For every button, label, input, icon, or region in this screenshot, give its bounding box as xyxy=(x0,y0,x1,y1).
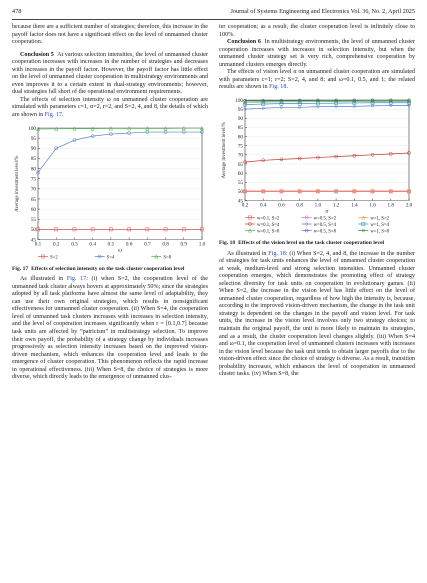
y-tick-label: 100 xyxy=(28,125,36,132)
series-line xyxy=(38,128,202,129)
right-p3-end: . xyxy=(286,84,288,91)
series-s-4 xyxy=(36,130,203,174)
x-tick-label: 1.0 xyxy=(198,241,206,248)
left-p4-text: : (i) when S=2, the cooperation level of the unmanned task cluster always hovers at approximately 50%; since the strategies adopted by all task platforms have almost the same level of adaptability, they can use their own original strategies, which results in nonsignificant effectiveness for unmanned cluster cooperation. (ii) When S=4, the cooperation level of unmanned task clusters increases with increases in selection intensity, and the level of cooperation increases significantly when r = [0.1,0.7] because task units are affected by “patricism” in multistrategy selection. To improve their own payoff, the probability of a strategy change by individuals increases progressively as selection intensity increases based on the improved vision-driven mechanism, which enhances the cooperation level and leads to the emergence of cluster cooperation. This phenomenon reflects the rapid increase in operational effectiveness. (iii) When S=8, the choice of strategies is more diverse, which directly leads to the emergence of unmanned clus- xyxy=(12,276,208,381)
right-paragraph-4 xyxy=(219,251,415,379)
y-tick-label: 55 xyxy=(237,179,243,186)
x-tick-label: 1.0 xyxy=(314,202,322,209)
right-p4-pre: As illustrated in xyxy=(227,250,267,257)
x-tick-label: 1.8 xyxy=(387,202,395,209)
x-tick-label: 0.7 xyxy=(144,241,151,248)
y-tick-label: 90 xyxy=(237,115,243,122)
y-tick-label: 45 xyxy=(30,236,36,243)
y-tick-label: 65 xyxy=(30,196,36,203)
plot-frame xyxy=(245,100,409,201)
conclusion-6-paragraph xyxy=(219,39,415,69)
y-tick-label: 95 xyxy=(237,106,243,113)
y-tick-label: 80 xyxy=(237,134,243,141)
legend xyxy=(38,254,172,259)
right-paragraph-1: ter cooperation; as a result, the cluster cooperation level is infinitely close to 100%. xyxy=(219,24,415,38)
series-s-2 xyxy=(36,227,203,230)
y-tick-label: 60 xyxy=(237,170,243,177)
fig17-caption xyxy=(12,266,208,273)
fig18-chart xyxy=(219,96,415,238)
x-tick-label: 1.4 xyxy=(351,202,358,209)
left-paragraph-4 xyxy=(12,276,208,382)
y-tick-label: 60 xyxy=(30,206,36,213)
legend-label: w=1, S=4 xyxy=(370,222,390,228)
fig18-caption xyxy=(219,240,415,247)
conclusion-5-paragraph xyxy=(12,52,208,97)
x-tick-label: 0.2 xyxy=(241,202,249,209)
legend-label: w=1, S=8 xyxy=(370,229,390,235)
fig17-caption-text: Effects of selection intensity on the task cluster cooperation level xyxy=(31,265,185,272)
x-tick-label: 0.8 xyxy=(296,202,303,209)
y-tick-label: 50 xyxy=(30,226,36,233)
x-tick-label: 0.6 xyxy=(278,202,285,209)
conclusion-6-heading: Conclusion 6 xyxy=(227,39,261,46)
left-paragraph-1: because there are a sufficient number of strategies; therefore, this increase in the payoff factor does not have a significant effect on the level of unmanned cluster cooperation. xyxy=(12,24,208,46)
x-tick-label: 0.5 xyxy=(107,241,115,248)
fig17-caption-number: Fig. 17 xyxy=(12,265,29,272)
series-line xyxy=(245,153,409,162)
left-p3-end: . xyxy=(61,112,64,119)
right-paragraph-3 xyxy=(219,69,415,92)
legend xyxy=(245,216,390,234)
y-tick-label: 50 xyxy=(237,189,243,196)
series-w-1-s-2 xyxy=(243,189,410,192)
series-line xyxy=(245,105,409,109)
conclusion-5-text: At various selection intensities, the level of unmanned cluster cooperation increases with increases in the number of strategies and decreases with increases in the payoff factor. However, the payoff factor has little effect on the level of unmanned cluster cooperation in multistrategy environments and even improves it to a certain extent in dual-strategy environments; however, dual strategies fall short of the operational environment requirements. xyxy=(12,51,209,96)
legend-label: w=0.1, S=8 xyxy=(257,229,280,235)
fig17-link[interactable]: Fig. 17 xyxy=(44,112,62,119)
y-tick-label: 75 xyxy=(30,176,36,183)
legend-label: w=0.1, S=2 xyxy=(257,216,280,222)
series-w-0-1-s-4 xyxy=(243,151,410,163)
x-tick-label: 0.8 xyxy=(162,241,169,248)
header-rule xyxy=(12,19,415,20)
fig18-caption-text: Effects of the vision level on the task cluster cooperation level xyxy=(238,239,385,246)
x-tick-label: 1.6 xyxy=(369,202,376,209)
conclusion-6-text: In multistrategy environments, the level of unmanned cluster cooperation increases with increases in selection intensity, but when the unmanned cluster strategy set is very rich, comprehensive cooperation by unmanned clusters emerges directly. xyxy=(219,39,415,68)
fig18-link-2[interactable]: Fig. 18 xyxy=(268,250,286,257)
y-axis-label: Average investment level/% xyxy=(15,155,20,212)
series-w-0-5-s-4 xyxy=(243,104,410,111)
legend-label: w=0.5, S=8 xyxy=(313,229,337,235)
legend-label: S=2 xyxy=(50,254,58,260)
fig18-link[interactable]: Fig. 18 xyxy=(269,84,287,91)
fig17-chart xyxy=(12,124,208,264)
x-tick-label: 1.2 xyxy=(332,202,340,209)
y-tick-label: 85 xyxy=(237,125,243,132)
x-tick-label: 0.4 xyxy=(259,202,267,209)
x-tick-label: 0.3 xyxy=(71,241,78,248)
x-tick-label: 0.2 xyxy=(52,241,60,248)
y-tick-label: 55 xyxy=(30,216,36,223)
y-tick-label: 90 xyxy=(30,145,36,152)
y-axis-label: Average investment level/% xyxy=(222,122,227,179)
series-s-8 xyxy=(36,126,203,130)
figure-18 xyxy=(219,96,415,238)
page-number: 478 xyxy=(12,8,22,15)
x-tick-label: 0.1 xyxy=(34,241,42,248)
y-tick-label: 65 xyxy=(237,161,243,168)
legend-label: w=0.1, S=4 xyxy=(257,222,280,228)
y-tick-label: 45 xyxy=(237,198,243,205)
legend-label: w=0.5, S=2 xyxy=(313,216,337,222)
x-tick-label: 0.6 xyxy=(125,241,133,248)
series-w-0-5-s-2 xyxy=(243,190,410,193)
legend-label: S=4 xyxy=(106,254,115,260)
figure-17 xyxy=(12,124,208,264)
legend-label: w=0.5, S=4 xyxy=(313,222,337,228)
y-tick-label: 85 xyxy=(30,155,36,162)
y-tick-label: 70 xyxy=(30,186,36,193)
x-tick-label: 0.4 xyxy=(89,241,96,248)
plot-frame xyxy=(38,128,202,240)
series-line xyxy=(245,101,409,102)
x-tick-label: 0.9 xyxy=(180,241,188,248)
legend-label: S=8 xyxy=(163,254,172,260)
series-line xyxy=(245,103,409,105)
y-tick-label: 70 xyxy=(237,152,243,159)
y-tick-label: 75 xyxy=(237,143,243,150)
x-tick-label: 2.0 xyxy=(405,202,413,209)
x-axis-label: ω xyxy=(118,247,122,254)
fig17-link-2[interactable]: Fig. 17 xyxy=(66,276,87,283)
right-p4-text: : (i) When S=2, 4, and 8, the increase in the number of strategies for task units enhances the level of unmanned cluster cooperation at weak, medium-level and strong selection intensities. Unmanned cluster cooperation emerges, which demonstrates the promoting effect of strategy selection diversity for task units on cooperation in evolutionary games. (ii) When S=2, the increase in the vision level has little effect on the level of unmanned cluster cooperation, regardless of how high the intensity is, because, according to the improved vision-driven mechanism, the change in the task unit strategy is dependent on the changes in the payoff and vision level. For task units, the increase in the vision level involves only two strategy choices; to maintain the original payoff, the unit is more likely to maintain its strategies, and as a result, the cluster cooperation level changes slightly. (iii) When S=4 and ω=0.1, the cooperation level of unmanned clusters increases with increases in the vision level because the task unit tends to obtain larger payoffs due to the vision-driven effect since the choice of strategy is diverse. As a result, transition probability increases, which enhances the level of cooperation in unmanned cluster tasks. (iv) When S=8, the xyxy=(219,250,415,378)
y-tick-label: 95 xyxy=(30,135,36,142)
x-axis-label: α xyxy=(325,208,329,215)
conclusion-5-heading: Conclusion 5 xyxy=(20,51,54,58)
left-p3-text: The effects of selection intensity ω on unmanned cluster cooperation are simulated with parameters c=1, α=2, r=2, and S=2, 4, and 8, the details of which are shown in xyxy=(12,96,208,119)
right-column xyxy=(219,24,415,379)
y-tick-label: 80 xyxy=(30,165,36,172)
left-p4-pre: As illustrated in xyxy=(20,276,64,283)
fig18-caption-number: Fig. 18 xyxy=(219,239,236,246)
y-tick-label: 100 xyxy=(235,97,243,104)
left-paragraph-3 xyxy=(12,97,208,120)
right-p3-text: The effects of vision level α on unmanned cluster cooperation are simulated with parameters c=1; r=2; S=2, 4, and 8; and ω=0.1, 0.5, and 1; the related results are shown in xyxy=(219,69,415,91)
left-column xyxy=(12,24,208,382)
legend-label: w=1, S=2 xyxy=(370,216,390,222)
journal-title: Journal of Systems Engineering and Electronics Vol. 36, No. 2, April 2025 xyxy=(230,8,415,15)
